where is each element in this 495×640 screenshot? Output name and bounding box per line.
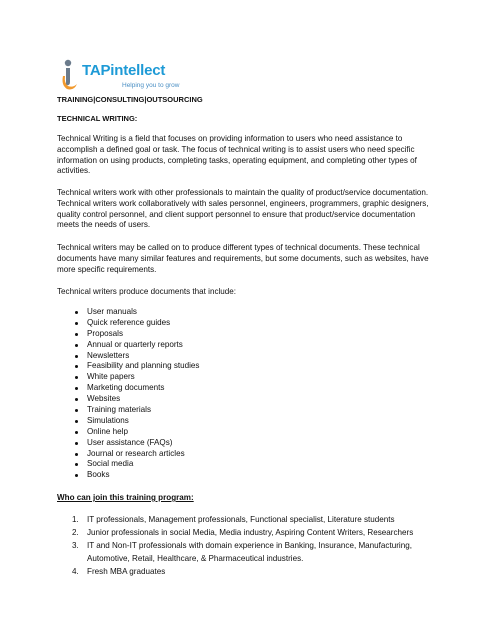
list-item: [57, 318, 199, 329]
bullet-icon: [75, 387, 78, 390]
document-types-list: [57, 307, 199, 481]
list-item: [57, 438, 199, 449]
audience-section-title: Who can join this training program:: [57, 493, 194, 502]
list-item-label: Quick reference guides: [87, 317, 171, 327]
list-item-label: Books: [87, 470, 110, 480]
bullet-icon: [75, 355, 78, 358]
person-figure-icon: [60, 58, 82, 92]
bullet-icon: [75, 311, 78, 314]
bullet-icon: [75, 344, 78, 347]
list-item: [57, 459, 199, 470]
list-item-label: Online help: [87, 426, 128, 436]
list-item: [57, 513, 442, 526]
list-item-label: User manuals: [87, 307, 137, 316]
bullet-icon: [75, 453, 78, 456]
list-item: [57, 307, 199, 318]
list-item-label: IT professionals, Management professionals, Functional specialist, Literature students: [87, 515, 395, 524]
list-item-label: Websites: [87, 394, 121, 404]
collaboration-paragraph: Technical writers work with other professionals to maintain the quality of product/service documentation. Technical writers work collaboratively with sales personnel, engineers, programmers, graphic designers, quality control personnel, and client support personnel to ensure that product/service documentation meets the needs of users.: [57, 188, 429, 230]
list-item: [57, 383, 199, 394]
logo-tagline: Helping you to grow: [122, 82, 180, 89]
list-item: [57, 394, 199, 405]
list-item: [57, 361, 199, 372]
logo-wordmark: TAPintellect: [82, 62, 166, 79]
list-item: [57, 539, 442, 565]
bullet-icon: [75, 431, 78, 434]
list-item: [57, 351, 199, 362]
list-item: [57, 565, 442, 578]
list-item-label: Proposals: [87, 328, 123, 338]
list-item-label: Social media: [87, 459, 134, 469]
list-item: [57, 405, 199, 416]
list-number: 4.: [72, 567, 79, 576]
bullet-icon: [75, 333, 78, 336]
list-item-label: Marketing documents: [87, 383, 165, 393]
document-types-paragraph: Technical writers may be called on to produce different types of technical documents. These technical documents have many similar features and requirements, but some documents, such as websites, have more specific requirements.: [57, 243, 429, 274]
services-tagline: TRAINING|CONSULTING|OUTSOURCING: [57, 95, 203, 104]
list-item-label: Feasibility and planning studies: [87, 361, 200, 371]
list-item-label: White papers: [87, 372, 135, 382]
audience-list: [57, 513, 442, 578]
bullet-icon: [75, 376, 78, 379]
list-item-label: Training materials: [87, 405, 152, 415]
list-item-label: Annual or quarterly reports: [87, 339, 183, 349]
list-item-label: Junior professionals in social Media, Media industry, Aspiring Content Writers, Researchers: [87, 528, 414, 537]
list-item: [57, 526, 442, 539]
list-item: [57, 427, 199, 438]
list-item: [57, 372, 199, 383]
list-number: 2.: [72, 528, 79, 537]
list-item-label: IT and Non-IT professionals with domain experience in Banking, Insurance, Manufacturing, Automotive, Retail, Healthcare, & Pharmaceutical industries.: [87, 541, 412, 563]
intro-paragraph: Technical Writing is a field that focuses on providing information to users who need assistance to accomplish a defined goal or task. The focus of technical writing is to assist users who need specific information on using products, completing tasks, operating equipment, and completing other types of activities.: [57, 134, 417, 176]
list-item: [57, 329, 199, 340]
list-item-label: Newsletters: [87, 350, 130, 360]
bullet-icon: [75, 409, 78, 412]
bullet-icon: [75, 420, 78, 423]
list-item-label: Fresh MBA graduates: [87, 567, 166, 576]
list-item: [57, 449, 199, 460]
bullet-icon: [75, 365, 78, 368]
bullet-icon: [75, 463, 78, 466]
list-number: 1.: [72, 515, 79, 524]
list-item: [57, 416, 199, 427]
bullet-icon: [75, 322, 78, 325]
bullet-icon: [75, 474, 78, 477]
list-item: [57, 340, 199, 351]
page-heading: TECHNICAL WRITING:: [57, 114, 138, 123]
bullet-icon: [75, 442, 78, 445]
documents-lead-in: Technical writers produce documents that include:: [57, 287, 237, 296]
list-number: 3.: [72, 541, 79, 550]
list-item-label: Simulations: [87, 415, 129, 425]
list-item-label: Journal or research articles: [87, 448, 185, 458]
bullet-icon: [75, 398, 78, 401]
list-item: [57, 470, 199, 481]
company-logo: [60, 58, 190, 94]
list-item-label: User assistance (FAQs): [87, 437, 173, 447]
